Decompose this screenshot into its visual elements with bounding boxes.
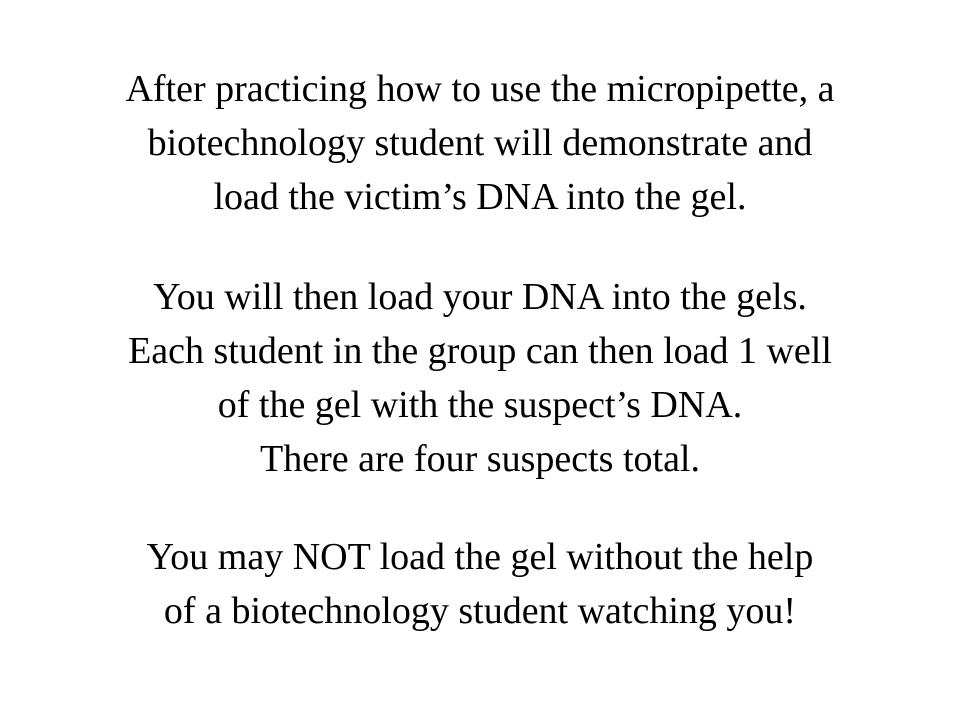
text-line: There are four suspects total. bbox=[260, 438, 700, 480]
text-line: After practicing how to use the micropipette, a bbox=[125, 68, 835, 110]
text-line: You will then load your DNA into the gels. bbox=[153, 276, 807, 318]
text-line: You may NOT load the gel without the help bbox=[146, 536, 814, 578]
paragraph-victim-dna-instructions bbox=[0, 62, 960, 224]
text-line: load the victim’s DNA into the gel. bbox=[213, 176, 747, 218]
text-line: biotechnology student will demonstrate and bbox=[147, 122, 813, 164]
text-line: of a biotechnology student watching you! bbox=[163, 590, 797, 632]
paragraph-supervision-warning bbox=[0, 530, 960, 638]
text-line: of the gel with the suspect’s DNA. bbox=[217, 384, 743, 426]
paragraph-suspect-dna-instructions bbox=[0, 270, 960, 486]
text-line: Each student in the group can then load 1 well bbox=[128, 330, 832, 372]
